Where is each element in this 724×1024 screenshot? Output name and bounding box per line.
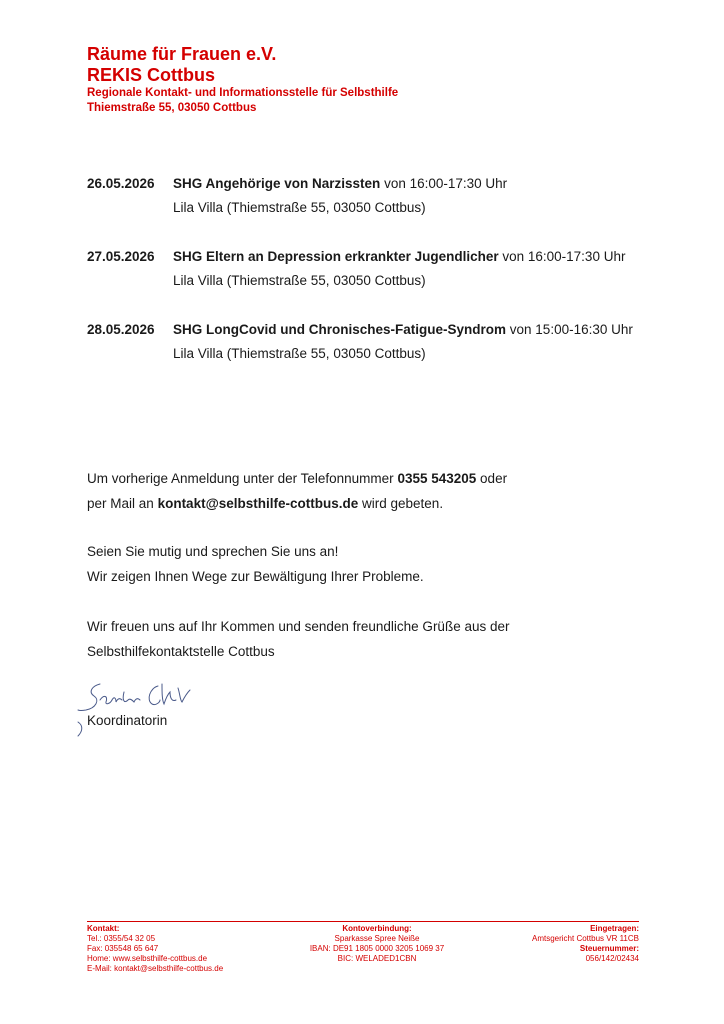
footer-tel: Tel.: 0355/54 32 05: [87, 934, 156, 943]
org-address: Thiemstraße 55, 03050 Cottbus: [87, 102, 257, 114]
event-time: von 16:00-17:30 Uhr: [384, 176, 508, 191]
event-date: 28.05.2026: [87, 322, 155, 337]
registration-line1-post: oder: [480, 471, 508, 486]
footer-bank-name: Sparkasse Spree Neiße: [334, 934, 420, 943]
encouragement-text: [87, 540, 424, 589]
event-title: SHG LongCovid und Chronisches-Fatigue-Syndrom: [173, 322, 507, 337]
signature-image: [70, 670, 200, 740]
signatory-role: Koordinatorin: [87, 713, 168, 728]
footer-fax: Fax: 035548 65 647: [87, 944, 159, 953]
footer-contact: [87, 924, 223, 974]
event-date: 26.05.2026: [87, 176, 155, 191]
org-name: Räume für Frauen e.V.: [87, 44, 277, 64]
footer-iban: IBAN: DE91 1805 0000 3205 1069 37: [309, 944, 445, 953]
closing-line1: Wir freuen uns auf Ihr Kommen und senden freundliche Grüße aus der: [87, 619, 510, 634]
event-time: von 16:00-17:30 Uhr: [502, 249, 626, 264]
event-time: von 15:00-16:30 Uhr: [509, 322, 633, 337]
event-title: SHG Angehörige von Narzissten: [173, 176, 381, 191]
event-date: 27.05.2026: [87, 249, 155, 264]
footer-home[interactable]: Home: www.selbsthilfe-cottbus.de: [87, 954, 208, 963]
footer-tax-number: 056/142/02434: [585, 954, 639, 963]
event-location: Lila Villa (Thiemstraße 55, 03050 Cottbus): [173, 200, 426, 215]
encourage-line2: Wir zeigen Ihnen Wege zur Bewältigung Ihrer Probleme.: [87, 568, 424, 584]
footer-tax-heading: Steuernummer:: [579, 944, 639, 953]
encourage-line1: Seien Sie mutig und sprechen Sie uns an!: [87, 544, 339, 559]
footer-register: [532, 924, 639, 964]
footer-bic: BIC: WELADED1CBN: [337, 954, 417, 963]
footer: [87, 921, 639, 973]
registration-text: [87, 467, 507, 516]
footer-email[interactable]: E-Mail: kontakt@selbsthilfe-cottbus.de: [87, 964, 224, 973]
footer-bank-heading: Kontoverbindung:: [342, 924, 412, 933]
org-subname: REKIS Cottbus: [87, 65, 215, 85]
footer-contact-heading: Kontakt:: [87, 924, 120, 933]
registration-line2-pre: per Mail an: [87, 495, 154, 511]
closing-line2: Selbsthilfekontaktstelle Cottbus: [87, 643, 275, 659]
org-subtitle: Regionale Kontakt- und Informationsstelle für Selbsthilfe: [87, 87, 399, 99]
email-address[interactable]: kontakt@selbsthilfe-cottbus.de: [157, 495, 359, 511]
event-location: Lila Villa (Thiemstraße 55, 03050 Cottbus): [173, 273, 426, 288]
letterhead: [87, 44, 398, 116]
footer-bank: [277, 924, 477, 964]
closing-text: [87, 615, 509, 664]
footer-court: Amtsgericht Cottbus VR 11CB: [531, 934, 639, 943]
registration-line2-post: wird gebeten.: [362, 495, 444, 511]
footer-register-heading: Eingetragen:: [590, 924, 639, 933]
event-location: Lila Villa (Thiemstraße 55, 03050 Cottbus): [173, 346, 426, 361]
registration-line1-pre: Um vorherige Anmeldung unter der Telefonnummer: [87, 471, 394, 486]
phone-number: 0355 543205: [397, 471, 477, 486]
event-title: SHG Eltern an Depression erkrankter Jugendlicher: [173, 249, 499, 264]
